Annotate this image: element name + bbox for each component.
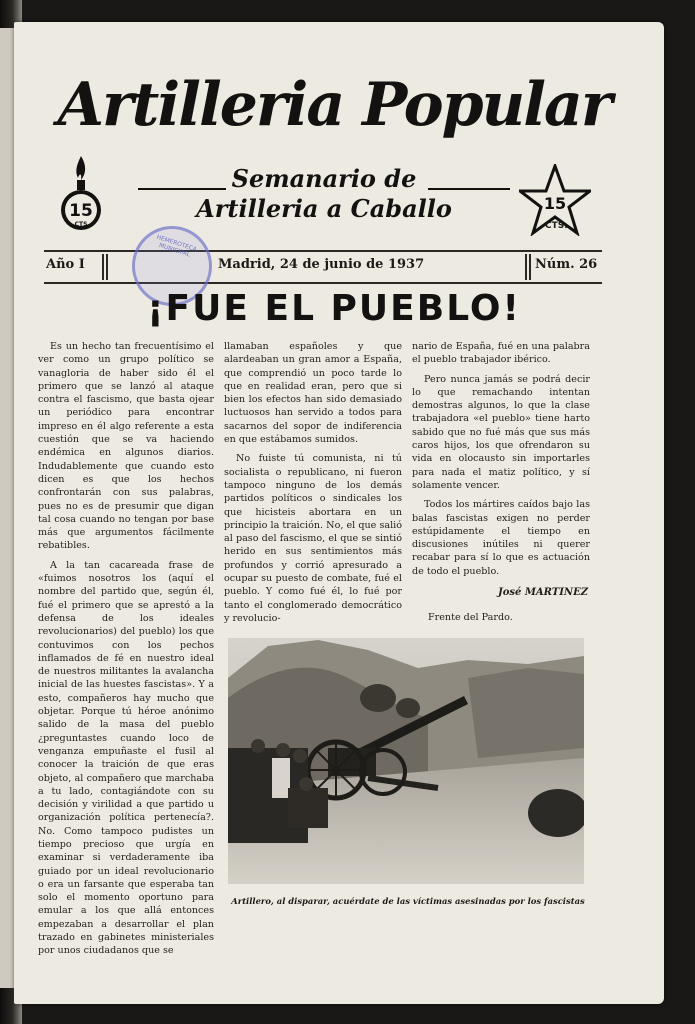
article-location: Frente del Pardo. <box>428 612 513 624</box>
info-divider <box>525 254 527 280</box>
info-bar-bottom-rule <box>44 282 602 284</box>
info-bar-top-rule <box>44 250 602 252</box>
article-paragraph: Todos los mártires caídos bajo las balas fascistas exigen no perder estúpidamente el tiempo en discusiones inútiles ni querer recabar para sí lo que es actuación de todo el pueblo. <box>412 499 590 577</box>
newspaper-page <box>14 22 664 1004</box>
masthead-title: Artilleria Popular <box>57 70 611 140</box>
info-divider <box>529 254 531 280</box>
info-divider <box>102 254 104 280</box>
article-paragraph: Es un hecho tan frecuentísimo el ver como un grupo político se vanagloria de haber sido él el primero que se lanzó al ataque contra el fascismo, que basta ojear un periódico para encontrar impreso en él algo referente a esta cuestión que se va haciendo endémica en algunos diarios. Indudablemente que cuando esto dicen es que los hechos confrontarán con sus palabras, pues no es de presumir que digan tal cosa cuando no tengan por base más que argumentos fácilmente rebatibles. <box>38 341 214 552</box>
artillery-photo <box>228 638 584 884</box>
star-cts: CTS. <box>545 221 568 231</box>
issue-year: Año I <box>46 257 85 272</box>
article-column-2 <box>224 340 402 625</box>
article-author: José MARTINEZ <box>497 587 588 599</box>
article-paragraph: Pero nunca jamás se podrá decir lo que remachando intentan demostras algunos, lo que la clase trabajadora «el pueblo» tiene harto sabido que no fué más que sus más caros hijos, los que ofrendaron su vida en olocausto sin importarles para nada el matiz político, y sí solamente vencer. <box>412 373 590 491</box>
subtitle <box>124 164 524 224</box>
article-paragraph: nario de España, fué en una palabra el pueblo trabajador ibérico. <box>412 341 590 366</box>
stamp-text: HEMEROTECA MUNICIPAL <box>155 233 198 259</box>
article-paragraph: A la tan cacareada frase de «fuimos nosotros los (aquí el nombre del partido que, según él, fué el primero que se aprestó a la defensa de los ideales revolucionarios) del pueblo) los que contuvimos con los pechos inflamados de fé en nuestro ideal de nuestros militantes la avalancha inicial de las huestes fascistas». Y a esto, compañeros hay mucho que objetar. Porque tú héroe anónimo salido de la masa del pueblo ¿preguntastes cuando loco de venganza empuñaste el fusil al conocer la traición de que eras objeto, al compañero que marchaba a tu lado, contagiándote con su decisión y virilidad a que partido u organización política pertenecía?. No. Como tampoco pudistes un tiempo precioso que urgía en examinar si verdaderamente iba guiado por un ideal revolucionario o era un farsante que esperaba tan solo el momento oportuno para emular a los que allá entonces empezaban a desarrollar el plan trazado en gabinetes ministeriales por unos ciudadanos que se <box>38 559 214 957</box>
badge-number: 15 <box>69 201 93 221</box>
article-headline: ¡FUE EL PUEBLO! <box>147 288 521 329</box>
article-column-1 <box>38 340 214 958</box>
torch-badge-icon <box>56 152 106 234</box>
article-paragraph: llamaban españoles y que alardeaban un gran amor a España, que comprendió un poco tarde lo que en realidad eran, pero que si bien los efectos han sido demasiado luctuosos han servido a todos para sacarnos del sopor de indiferencia en que estábamos sumidos. <box>224 341 402 446</box>
subtitle-line-1: Semanario de <box>231 164 417 193</box>
issue-number: Núm. 26 <box>535 257 598 272</box>
photo-caption: Artillero, al disparar, acuérdate de las víctimas asesinadas por los fascistas <box>231 896 585 906</box>
badge-cts: CTS <box>74 221 88 228</box>
info-divider <box>106 254 108 280</box>
star-number: 15 <box>543 194 567 213</box>
issue-date: Madrid, 24 de junio de 1937 <box>218 257 425 272</box>
subtitle-line-2: Artilleria a Caballo <box>196 194 452 223</box>
article-column-3 <box>412 340 590 625</box>
article-paragraph: No fuiste tú comunista, ni tú socialista o republicano, ni fueron tampoco ninguno de los demás partidos políticos o sindicales los que hicisteis abortara en un principio la traición. No, el que salió al paso del fascismo, el que se sintió herido en sus sentimientos más profundos y corrió apresurado a ocupar su puesto de combate, fué el pueblo. Y como fué él, lo fué por tanto el conglomerado democrático y revolucio- <box>224 453 402 624</box>
